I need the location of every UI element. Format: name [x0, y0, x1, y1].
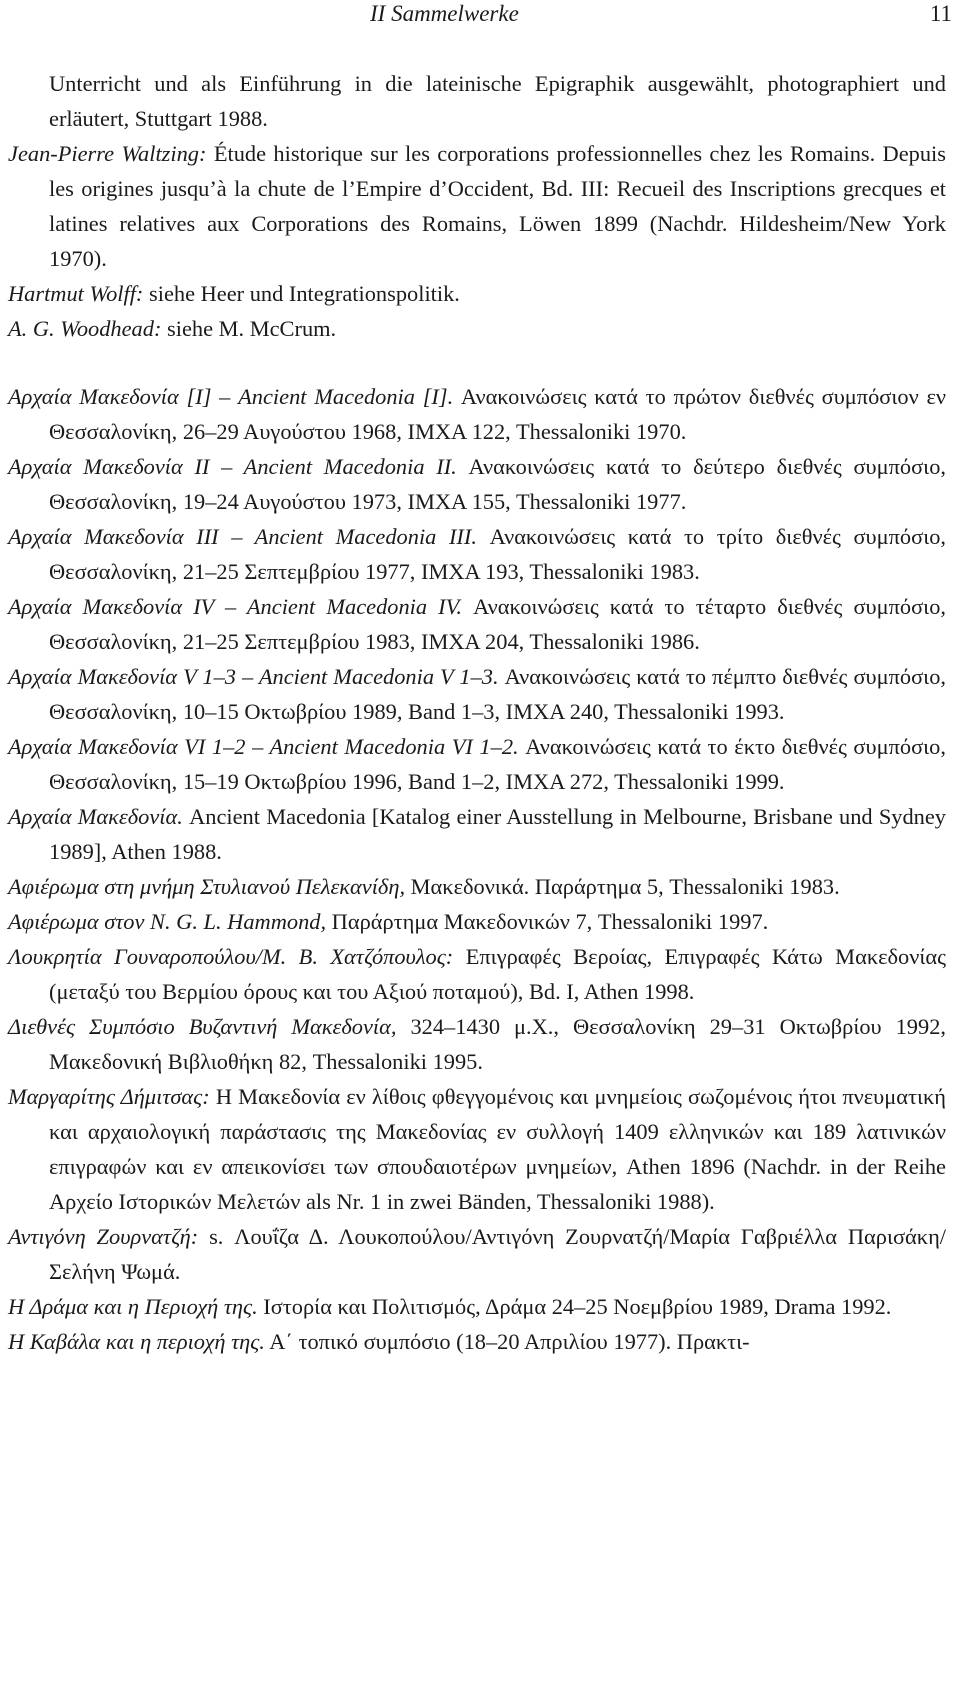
entry-text: siehe M. McCrum.: [161, 316, 337, 341]
entry-text: Ανακοινώσεις κατά το τέταρτο διεθνές συμπόσιο, Θεσσαλονίκη, 21–25 Σεπτεμβρίου 1983, IMXA 204, Thessaloniki 1986.: [49, 594, 946, 654]
entry-author: A. G. Woodhead:: [8, 316, 162, 341]
entry-title: Αρχαία Μακεδονία III – Ancient Macedonia III.: [8, 524, 477, 549]
entry-text: Ανακοινώσεις κατά το τρίτο διεθνές συμπόσιο, Θεσσαλονίκη, 21–25 Σεπτεμβρίου 1977, IMXA 193, Thessaloniki 1983.: [49, 524, 947, 584]
entry-text: Ιστορία και Πολιτισμός, Δράμα 24–25 Νοεμβρίου 1989, Drama 1992.: [257, 1294, 892, 1319]
entry-text: Η Μακεδονία εν λίθοις φθεγγομένοις και μνημείοις σωζομένοις ήτοι πνευματική και αρχαιολογική παράστασις της Μακεδονίας εν συλλογή 1409 ελληνικών και 189 λατινικών επιγραφών και εν απεικονίσει των σπουδαιοτέρων μνημείων, Athen 1896 (Nachdr. in der Reihe Αρχείο Ιστορικών Μελετών als Nr. 1 in zwei Bänden, Thessaloniki 1988).: [49, 1084, 946, 1214]
bibliography-entry: [8, 1079, 946, 1219]
entry-author: Hartmut Wolff:: [8, 281, 144, 306]
bibliography-entry: [8, 869, 946, 904]
running-head: II Sammelwerke: [370, 1, 519, 26]
entry-title: Αφιέρωμα στη μνήμη Στυλιανού Πελεκανίδη,: [8, 874, 406, 899]
entry-author: Λουκρητία Γουναροπούλου/Μ. Β. Χατζόπουλος:: [8, 944, 454, 969]
entry-title: Η Καβάλα και η περιοχή της.: [8, 1329, 265, 1354]
entry-text: siehe Heer und Integrationspolitik.: [143, 281, 460, 306]
bibliography-entry: [8, 589, 946, 659]
bibliography-entry: [8, 799, 946, 869]
bibliography-entry: [8, 729, 946, 799]
entry-text: Ανακοινώσεις κατά το πέμπτο διεθνές συμπόσιο, Θεσσαλονίκη, 10–15 Οκτωβρίου 1989, Band 1–3, IMXA 240, Thessaloniki 1993.: [49, 664, 946, 724]
entry-title: Η Δράμα και η Περιοχή της.: [8, 1294, 258, 1319]
bibliography-list: [8, 66, 946, 1359]
bibliography-entry: [8, 519, 946, 589]
entry-text: Ανακοινώσεις κατά το πρώτον διεθνές συμπόσιον εν Θεσσαλονίκη, 26–29 Αυγούστου 1968, IMXA 122, Thessaloniki 1970.: [49, 384, 946, 444]
entry-text: Ανακοινώσεις κατά το έκτο διεθνές συμπόσιο, Θεσσαλονίκη, 15–19 Οκτωβρίου 1996, Band 1–2, IMXA 272, Thessaloniki 1999.: [49, 734, 946, 794]
section-gap: [8, 346, 946, 379]
bibliography-entry: [8, 939, 946, 1009]
entry-author: Jean-Pierre Waltzing:: [8, 141, 207, 166]
entry-title: Αρχαία Μακεδονία VI 1–2 – Ancient Macedonia VI 1–2.: [8, 734, 519, 759]
entry-title: Αρχαία Μακεδονία II – Ancient Macedonia II.: [8, 454, 457, 479]
entry-text: 324–1430 μ.Χ., Θεσσαλονίκη 29–31 Οκτωβρίου 1992, Μακεδονική Βιβλιοθήκη 82, Thessaloniki 1995.: [49, 1014, 946, 1074]
page-header: [0, 0, 960, 40]
bibliography-entry: [8, 659, 946, 729]
entry-title: Αρχαία Μακεδονία IV – Ancient Macedonia IV.: [8, 594, 463, 619]
bibliography-entry: [8, 449, 946, 519]
entry-title: Αρχαία Μακεδονία [I] – Ancient Macedonia [I].: [8, 384, 454, 409]
entry-text: s. Λουΐζα Δ. Λουκοπούλου/Αντιγόνη Ζουρνατζή/Μαρία Γαβριέλλα Παρισάκη/Σελήνη Ψωμά.: [49, 1224, 946, 1284]
entry-title: Αφιέρωμα στον N. G. L. Hammond,: [8, 909, 327, 934]
entry-text: Επιγραφές Βεροίας, Επιγραφές Κάτω Μακεδονίας (μεταξύ του Βερμίου όρους και του Αξιού ποταμού), Bd. I, Athen 1998.: [49, 944, 947, 1004]
page-number: 11: [929, 1, 952, 26]
bibliography-entry: [8, 379, 946, 449]
entry-text: Παράρτημα Μακεδονικών 7, Thessaloniki 1997.: [326, 909, 769, 934]
bibliography-entry: [8, 1324, 946, 1359]
bibliography-entry: [8, 136, 946, 276]
bibliography-entry: [8, 311, 946, 346]
entry-author: Μαργαρίτης Δήμιτσας:: [8, 1084, 210, 1109]
entry-text: Α΄ τοπικό συμπόσιο (18–20 Απριλίου 1977). Πρακτι-: [264, 1329, 750, 1354]
bibliography-entry-continuation: Unterricht und als Einführung in die lateinische Epigraphik ausgewählt, photographiert und erläutert, Stuttgart 1988.: [49, 71, 946, 131]
entry-author: Αντιγόνη Ζουρνατζή:: [8, 1224, 199, 1249]
entry-text: Étude historique sur les corporations professionnelles chez les Romains. Depuis les origines jusqu’à la chute de l’Empire d’Occident, Bd. III: Recueil des Inscriptions grecques et latines relatives aux Corporations des Romains, Löwen 1899 (Nachdr. Hildesheim/New York 1970).: [49, 141, 946, 271]
entry-title: Διεθνές Συμπόσιο Βυζαντινή Μακεδονία,: [8, 1014, 397, 1039]
bibliography-entry: [8, 904, 946, 939]
entry-title: Αρχαία Μακεδονία V 1–3 – Ancient Macedonia V 1–3.: [8, 664, 499, 689]
entry-text: Μακεδονικά. Παράρτημα 5, Thessaloniki 1983.: [405, 874, 840, 899]
bibliography-entry: [8, 1219, 946, 1289]
entry-title: Αρχαία Μακεδονία.: [8, 804, 183, 829]
bibliography-entry: [8, 276, 946, 311]
entry-text: Ανακοινώσεις κατά το δεύτερο διεθνές συμπόσιο, Θεσσαλονίκη, 19–24 Αυγούστου 1973, IMXA 155, Thessaloniki 1977.: [49, 454, 946, 514]
bibliography-entry: [8, 1289, 946, 1324]
entry-text: Ancient Macedonia [Katalog einer Ausstellung in Melbourne, Brisbane und Sydney 1989], Athen 1988.: [49, 804, 946, 864]
bibliography-entry: [8, 1009, 946, 1079]
